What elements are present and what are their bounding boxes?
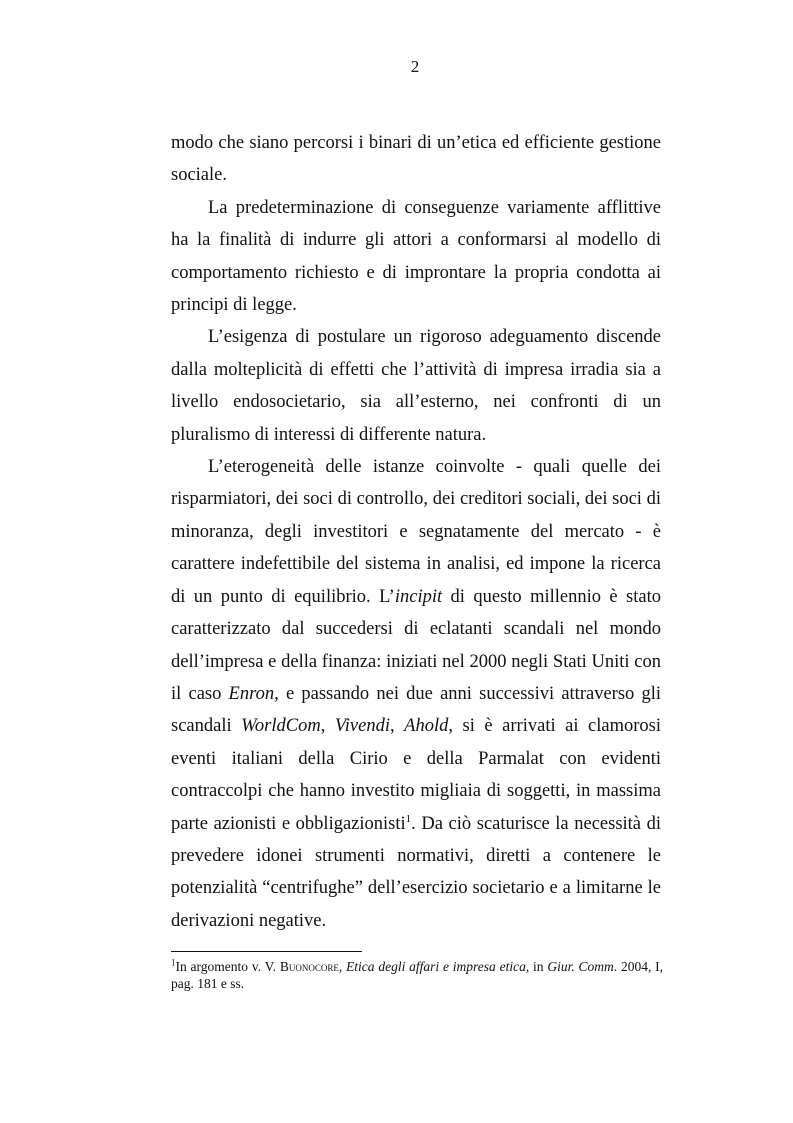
paragraph-4-text-c: , e passando nei due anni successivi attraverso gli scandali xyxy=(171,683,661,737)
ahold-term: Ahold xyxy=(404,716,449,737)
footnote-divider xyxy=(171,951,362,952)
footnote-separator: , xyxy=(338,959,347,974)
incipit-term: incipit xyxy=(394,586,443,607)
footnote-reference[interactable]: 1 xyxy=(405,812,412,825)
paragraph-4-text-d: , si è arrivati ai clamorosi eventi italiani della Cirio e della Parmalat con evidenti contraccolpi che hanno investito migliaia di soggetti, in massima parte azionisti e obbligazionisti xyxy=(171,716,661,834)
paragraph-4-text-b: di questo millennio è stato caratterizzato dal succedersi di eclatanti scandali nel mondo dell’impresa e della finanza: iniziati nel 2000 negli Stati Uniti con il caso xyxy=(171,586,661,704)
footnote-author: Buonocore xyxy=(279,959,339,974)
paragraph-4 xyxy=(171,451,661,937)
footnote xyxy=(171,958,663,992)
paragraph-2: La predeterminazione di conseguenze variamente afflittive ha la finalità di indurre gli attori a conformarsi al modello di comportamento richiesto e di improntare la propria condotta ai principi di legge. xyxy=(171,197,661,316)
footnote-intro: In argomento v. V. xyxy=(175,959,280,974)
footnote-mid: , in xyxy=(525,959,548,974)
worldcom-term: WorldCom xyxy=(241,716,321,737)
footnote-tail: . 2004, I, pag. 181 e ss. xyxy=(171,959,664,991)
body-text xyxy=(171,127,661,937)
enron-term: Enron xyxy=(228,683,275,704)
separator: , xyxy=(320,716,335,737)
page-number: 2 xyxy=(410,57,420,76)
footnote-journal: Giur. Comm xyxy=(547,959,614,974)
paragraph-4-text-e: . Da ciò scaturisce la necessità di prevedere idonei strumenti normativi, diretti a contenere le potenzialità “centrifughe” dell’esercizio societario e a limitarne le derivazioni negative. xyxy=(171,813,662,931)
footnote-number: 1 xyxy=(171,957,176,968)
vivendi-term: Vivendi xyxy=(334,716,390,737)
paragraph-1: modo che siano percorsi i binari di un’etica ed efficiente gestione sociale. xyxy=(171,133,661,186)
separator: , xyxy=(390,716,405,737)
paragraph-4-text-a: L’eterogeneità delle istanze coinvolte - quali quelle dei risparmiatori, dei soci di controllo, dei creditori sociali, dei soci di minoranza, degli investitori e segnatamente del mercato - è carattere indefettibile del sistema in analisi, ed impone la ricerca di un punto di equilibrio. L’ xyxy=(171,457,661,607)
paragraph-3: L’esigenza di postulare un rigoroso adeguamento discende dalla molteplicità di effetti che l’attività di impresa irradia sia a livello endosocietario, sia all’esterno, nei confronti di un pluralismo di interessi di differente natura. xyxy=(171,327,661,445)
footnote-title: Etica degli affari e impresa etica xyxy=(346,959,526,974)
